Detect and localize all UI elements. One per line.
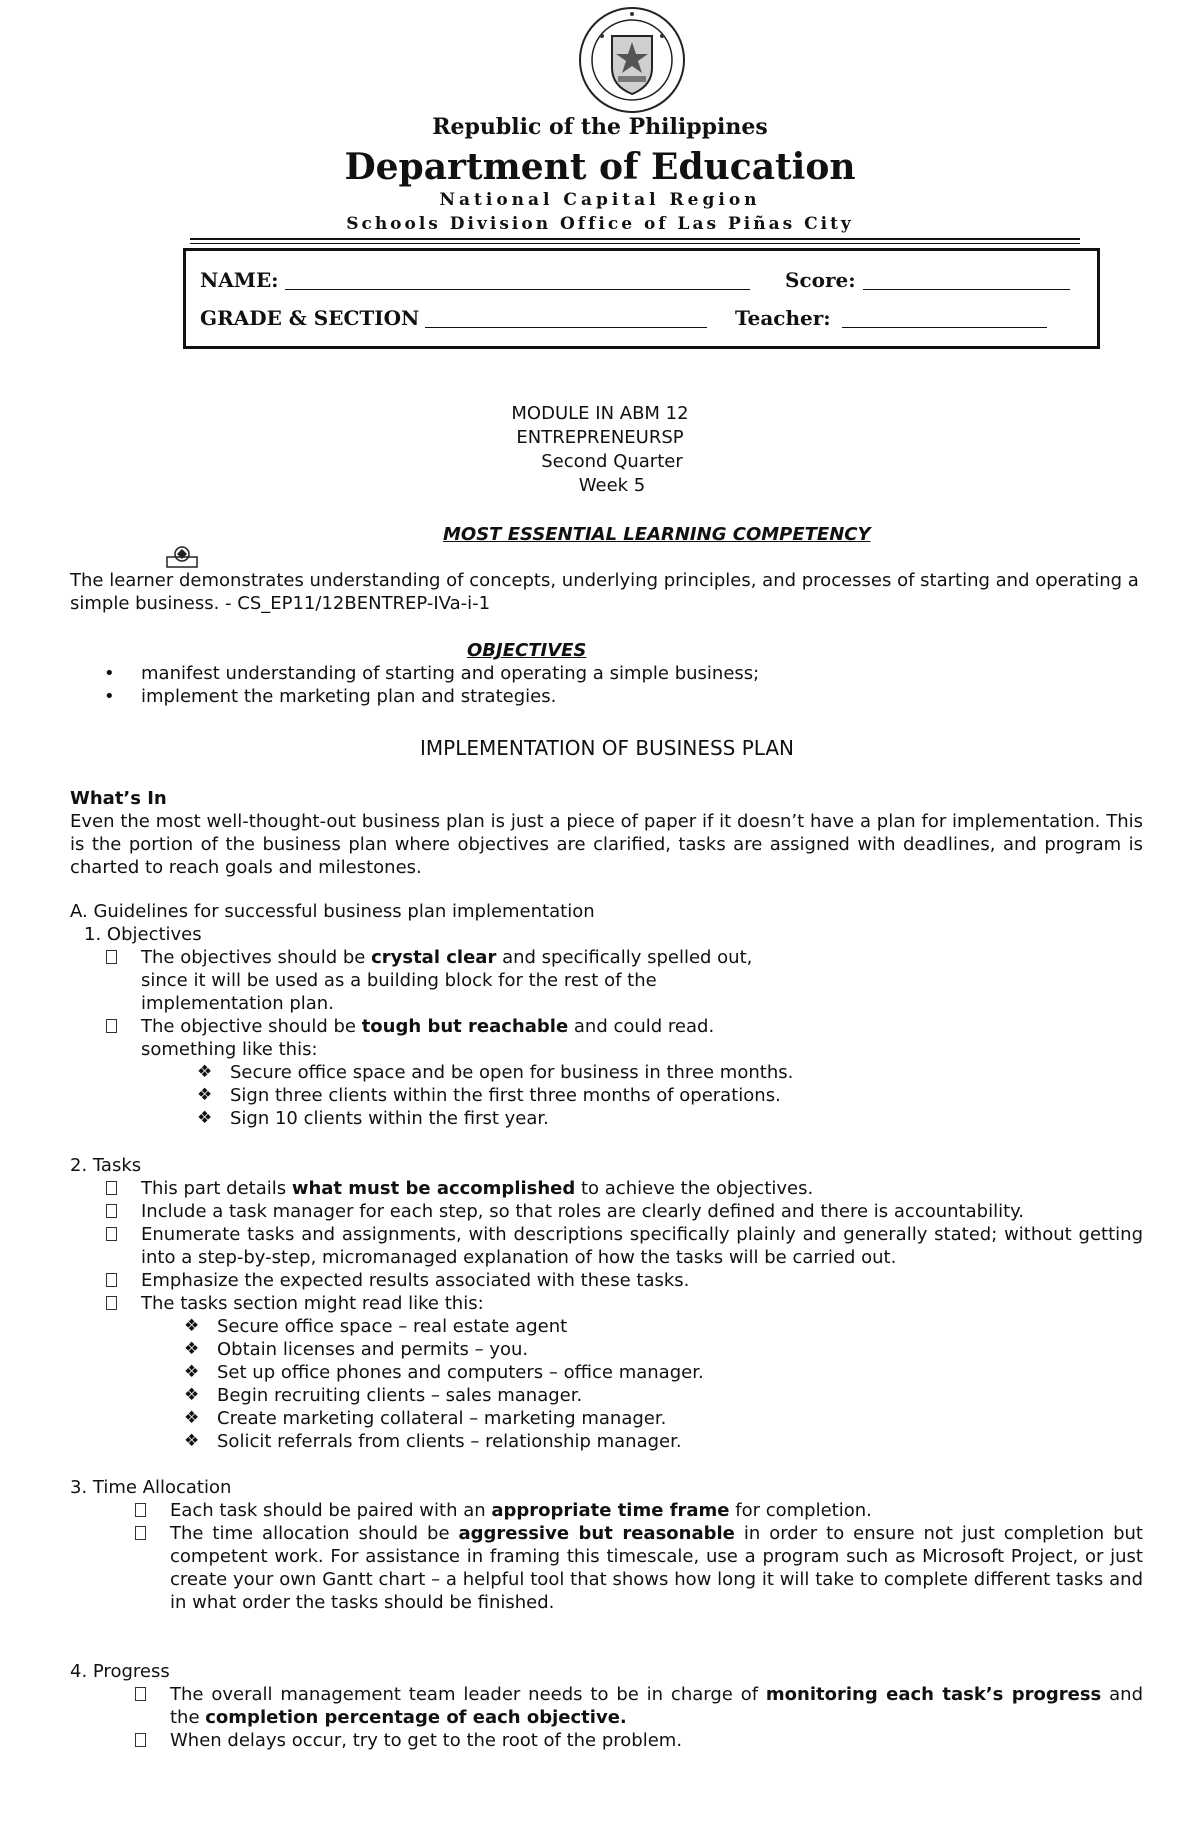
department-heading: Department of Education: [344, 146, 856, 188]
time-bullet-2: The time allocation should be aggressive but reasonable in order to ensure not just completion but competent work. For assistance in framing this timescale, use a program such as Microsoft Project, or just create your own Gantt chart – a helpful tool that shows how long it will take to complete different tasks and in what order the tasks should be finished.: [170, 1523, 1143, 1613]
objectives-bullet-1-line3: implementation plan.: [141, 993, 334, 1014]
score-label: Score:: [785, 268, 856, 292]
objective-item: manifest understanding of starting and operating a simple business;: [141, 663, 760, 684]
module-line-4: Week 5: [578, 475, 646, 496]
diamond-bullet-icon: ❖: [197, 1062, 213, 1082]
square-bullet-icon: [135, 1683, 146, 1706]
student-info-box: [183, 248, 1100, 349]
teacher-field[interactable]: [842, 327, 1047, 328]
progress-bullet-2: When delays occur, try to get to the root of the problem.: [170, 1730, 683, 1751]
diamond-bullet-icon: ❖: [197, 1108, 213, 1128]
progress-bullet-1: The overall management team leader needs to be in charge of monitoring each task’s progress and the completion percentage of each objective.: [170, 1684, 1143, 1728]
objectives-bullet-1-line2: since it will be used as a building block for the rest of the: [141, 970, 657, 991]
square-bullet-icon: [135, 1499, 146, 1522]
score-field[interactable]: [863, 289, 1070, 290]
name-label: NAME:: [200, 268, 279, 292]
grade-section-label: GRADE & SECTION: [200, 306, 420, 330]
bullet-dot: •: [104, 686, 115, 707]
teacher-label: Teacher:: [735, 306, 831, 330]
task-example: Begin recruiting clients – sales manager.: [217, 1385, 583, 1406]
tasks-bullet-5: The tasks section might read like this:: [141, 1293, 484, 1314]
diamond-bullet-icon: ❖: [184, 1431, 200, 1451]
task-example: Set up office phones and computers – office manager.: [217, 1362, 704, 1383]
square-bullet-icon: [106, 1292, 117, 1315]
tasks-bullet-4: Emphasize the expected results associated with these tasks.: [141, 1270, 690, 1291]
diamond-bullet-icon: ❖: [184, 1385, 200, 1405]
module-line-1: MODULE IN ABM 12: [511, 403, 689, 424]
tasks-bullet-1: This part details what must be accomplished to achieve the objectives.: [141, 1178, 814, 1199]
square-bullet-icon: [135, 1522, 146, 1545]
objectives-bullet-2-line2: something like this:: [141, 1039, 318, 1060]
deped-seal-logo: [578, 6, 686, 114]
section-a-heading: A. Guidelines for successful business plan implementation: [70, 901, 595, 922]
time-bullet-1: Each task should be paired with an appropriate time frame for completion.: [170, 1500, 872, 1521]
tasks-bullet-2: Include a task manager for each step, so that roles are clearly defined and there is accountability.: [141, 1201, 1024, 1222]
diamond-bullet-icon: ❖: [184, 1316, 200, 1336]
header-divider: [190, 238, 1080, 240]
module-line-3: Second Quarter: [541, 451, 683, 472]
republic-heading: Republic of the Philippines: [432, 114, 768, 140]
square-bullet-icon: [106, 1223, 117, 1246]
learner-icon: [165, 545, 199, 569]
header-divider-thin: [190, 243, 1080, 244]
module-line-2: ENTREPRENEURSP: [516, 427, 684, 448]
whats-in-text: Even the most well-thought-out business plan is just a piece of paper if it doesn’t have a plan for implementation. This is the portion of the business plan where objectives are clarified, tasks are assigned with deadlines, and program is charted to reach goals and milestones.: [70, 811, 1143, 878]
objective-example: Secure office space and be open for business in three months.: [230, 1062, 794, 1083]
diamond-bullet-icon: ❖: [184, 1408, 200, 1428]
lesson-title: IMPLEMENTATION OF BUSINESS PLAN: [419, 736, 795, 760]
square-bullet-icon: [106, 1269, 117, 1292]
melc-heading: MOST ESSENTIAL LEARNING COMPETENCY: [443, 524, 871, 545]
square-bullet-icon: [106, 1200, 117, 1223]
task-example: Secure office space – real estate agent: [217, 1316, 568, 1337]
division-heading: Schools Division Office of Las Piñas City: [346, 214, 854, 234]
diamond-bullet-icon: ❖: [184, 1339, 200, 1359]
whats-in-heading: What’s In: [70, 788, 167, 809]
objective-item: implement the marketing plan and strategies.: [141, 686, 557, 707]
objectives-subheading: 1. Objectives: [84, 924, 202, 945]
objective-example: Sign three clients within the first three months of operations.: [230, 1085, 781, 1106]
objective-example: Sign 10 clients within the first year.: [230, 1108, 549, 1129]
task-example: Solicit referrals from clients – relationship manager.: [217, 1431, 682, 1452]
square-bullet-icon: [135, 1729, 146, 1752]
melc-text: The learner demonstrates understanding of concepts, underlying principles, and processes of starting and operating a simple business. - CS_EP11/12BENTREP-IVa-i-1: [70, 570, 1139, 614]
name-field[interactable]: [285, 289, 750, 290]
tasks-bullet-3: Enumerate tasks and assignments, with descriptions specifically plainly and generally stated; without getting into a step-by-step, micromanaged explanation of how the tasks will be carried out.: [141, 1224, 1143, 1268]
objectives-heading: OBJECTIVES: [467, 640, 587, 661]
task-example: Obtain licenses and permits – you.: [217, 1339, 529, 1360]
region-heading: National Capital Region: [439, 190, 761, 210]
square-bullet-icon: [106, 1015, 117, 1038]
diamond-bullet-icon: ❖: [184, 1362, 200, 1382]
time-allocation-heading: 3. Time Allocation: [70, 1477, 232, 1498]
task-example: Create marketing collateral – marketing manager.: [217, 1408, 667, 1429]
diamond-bullet-icon: ❖: [197, 1085, 213, 1105]
progress-heading: 4. Progress: [70, 1661, 170, 1682]
square-bullet-icon: [106, 1177, 117, 1200]
objectives-bullet-2: The objective should be tough but reachable and could read.: [141, 1016, 715, 1037]
bullet-dot: •: [104, 663, 115, 684]
square-bullet-icon: [106, 946, 117, 969]
tasks-heading: 2. Tasks: [70, 1155, 142, 1176]
grade-section-field[interactable]: [425, 327, 707, 328]
objectives-bullet-1: The objectives should be crystal clear and specifically spelled out,: [141, 947, 753, 968]
